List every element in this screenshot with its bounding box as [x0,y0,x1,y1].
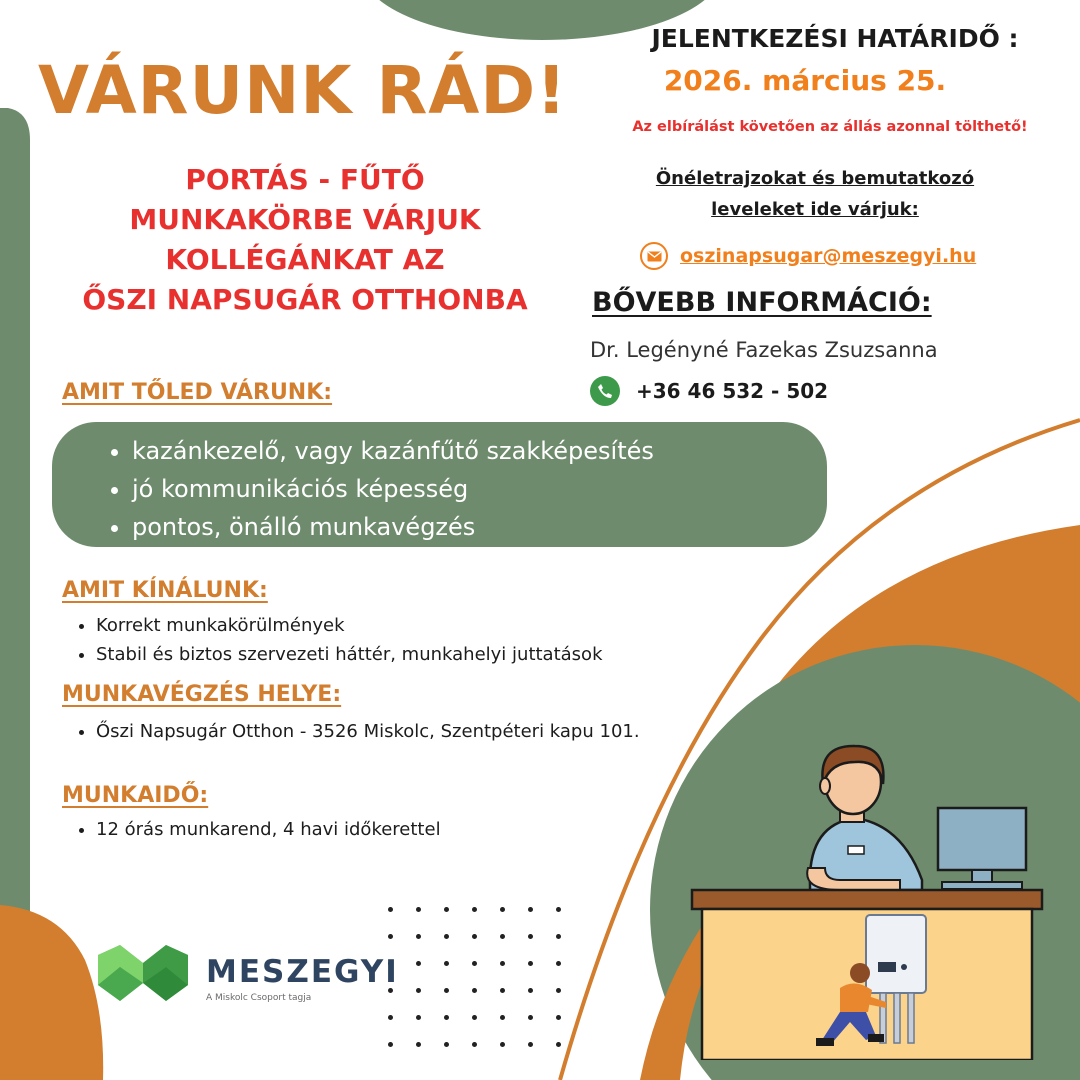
location-item: • Őszi Napsugár Otthon - 3526 Miskolc, Szentpéteri kapu 101. [96,717,640,746]
hero-subtitle [50,160,560,320]
hours-list [62,815,441,844]
monitor [938,808,1026,870]
location-heading: MUNKAVÉGZÉS HELYE: [62,682,342,707]
requirements-heading: AMIT TŐLED VÁRUNK: [62,380,333,405]
requirement-item: • kazánkezelő, vagy kazánfűtő szakképesítés [132,432,827,470]
requirement-item: • jó kommunikációs képesség [132,470,827,508]
info-heading: BŐVEBB INFORMÁCIÓ: [592,287,932,318]
requirement-item: • pontos, önálló munkavégzés [132,508,827,546]
deadline-note: Az elbírálást követően az állás azonnal tölthető! [632,119,1028,135]
hours-heading: MUNKAIDŐ: [62,783,209,808]
requirements-list [52,422,827,546]
desk-top [692,890,1042,909]
hero-title: VÁRUNK RÁD! [38,52,568,129]
repairman-head [850,963,870,983]
dot-grid [386,905,566,1065]
offer-item: • Korrekt munkakörülmények [96,611,603,640]
boiler [866,915,926,993]
hours-item: • 12 órás munkarend, 4 havi időkerettel [96,815,441,844]
email-row [640,242,976,270]
name-tag [848,846,864,854]
application-line-2: leveleket ide várjuk: [711,199,919,220]
bottom-left-orange-blob [0,905,103,1080]
phone-number[interactable]: +36 46 532 - 502 [636,379,829,403]
subtitle-line-1: PORTÁS - FŰTŐ [185,163,425,196]
logo-mark-icon [98,945,188,1001]
subtitle-line-2: MUNKAKÖRBE VÁRJUK [129,203,481,236]
requirements-panel [52,422,827,547]
logo-tagline: A Miskolc Csoport tagja [206,993,312,1003]
logo-name: MESZEGYI [206,954,399,990]
repairman-body [840,983,872,1012]
subtitle-line-3: KOLLÉGÁNKAT AZ [165,243,445,276]
receptionist-illustration [690,740,1050,1060]
contact-name: Dr. Legényné Fazekas Zsuzsanna [590,338,938,362]
subtitle-line-4: ŐSZI NAPSUGÁR OTTHONBA [82,283,528,316]
envelope-icon [640,242,668,270]
email-link[interactable]: oszinapsugar@meszegyi.hu [680,245,977,267]
meszegyi-logo [98,945,399,1005]
phone-icon [590,376,620,406]
offer-item: • Stabil és biztos szervezeti háttér, munkahelyi juttatások [96,640,603,669]
offer-heading: AMIT KÍNÁLUNK: [62,578,268,603]
phone-row [590,376,828,406]
left-green-bar [0,108,30,930]
application-text [600,163,1030,225]
application-line-1: Önéletrajzokat és bemutatkozó [655,168,975,189]
deadline-date: 2026. március 25. [663,64,947,97]
offer-list [62,611,603,669]
deadline-label: JELENTKEZÉSI HATÁRIDŐ : [651,24,1019,53]
location-list [62,717,640,746]
